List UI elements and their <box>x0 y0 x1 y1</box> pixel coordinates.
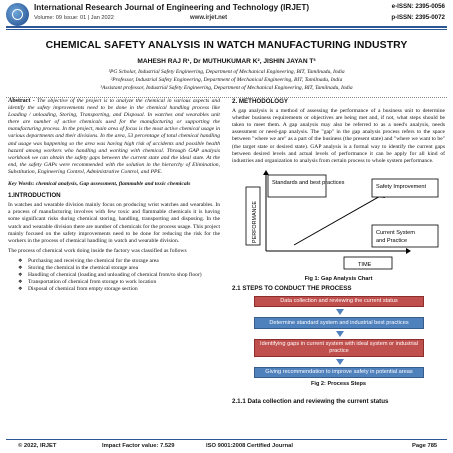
performance-label: PERFORMANCE <box>252 200 258 243</box>
keywords <box>8 181 220 188</box>
safety-label: Safety Improvement <box>376 183 427 190</box>
e-issn: e-ISSN: 2395-0056 <box>391 3 445 10</box>
journal-logo-icon <box>6 3 29 26</box>
list-item: ❖ Transportation of chemical from storage to work location <box>20 279 220 286</box>
gap-arrow <box>294 195 382 245</box>
standards-box <box>268 175 326 197</box>
paper-authors: MAHESH RAJ R¹, Dr MUTHUKUMAR K², JISHIN JAYAN T³ <box>137 58 316 65</box>
affiliation-1: ¹PG Scholar, Industrial Safety Engineering, Department of Mechanical Engineering, BIT, Tamilnadu, India <box>108 69 345 75</box>
introduction-paragraph-1: In watches and wearable division mainly focus on producing wrist watches and wearables. In a process of manufacturing involves with few toxic and flammable chemicals it is having some significant risks during chemical storing, handling, transporting and disposing. In the watch and wearable division there are number of chemicals for the process usage. This project mainly focused on the safety improvements need to be done for reducing the risk for the workers in the process of chemical handling in watch and wearable division. <box>8 202 220 244</box>
abstract <box>8 98 220 176</box>
abstract-text: The objective of the project is to analyze the chemical in various aspects and identify the safety improvements need to be done in the chemical handling process like Loading / unloading, Storing, Transporting, and Disposal. In watches and wearables unit there are number of active chemicals used for the manufacturing or supporting the manufacturing process. In the project, main area of focus is the most active chemical usage in various departments and their divisions. In the area, 53 percentage of total chemical handling and usage was happening so the area was having high risk of accidents and possible health hazard among workers who handling and working with chemical. Through GAP analysis workbook we can obtain the safety gaps between the current state and the ideal state. At the end, the safety GAPs were recommended with the solution in the hierarchy of Elimination, Substitution, Engineering Control, Administrative Control, and PPE. <box>8 98 220 175</box>
process-list <box>20 258 220 293</box>
list-item: ❖ Storing the chemical in the chemical storage area <box>20 265 220 272</box>
journal-name: International Research Journal of Engineering and Technology (IRJET) <box>34 3 310 12</box>
right-column <box>232 98 445 408</box>
methodology-paragraph: A gap analysis is a method of assessing the performance of a business unit to determine whether business requirements or objectives are being met and, if not, what steps should be taken to meet them. A gap analysis may also be referred to as a need's analysis, needs assessment or need-gap analysis. The "gap" in the gap analysis process refers to the space between "where we are" as a part of the business (the present state) and "where we want to be" (the target state or desired state). GAP analysis is a formal way to identify the current gaps between desired levels and actual levels of performance it can be apply for all kind of industries and organization to analysis from certain process to whole system performance. <box>232 108 445 164</box>
step-determine-standards: Determine standard system and industrial best practices <box>254 317 424 328</box>
process-steps-diagram <box>254 296 424 378</box>
down-arrow-icon <box>254 307 424 317</box>
keywords-text: chemical analysis, Gap assessment, flammable and toxic chemicals <box>34 181 191 188</box>
down-arrow-icon <box>254 329 424 339</box>
subsection-heading: 2.1.1 Data collection and reviewing the current status <box>232 398 389 406</box>
figure-2-caption <box>232 381 445 388</box>
standards-label: Standards and best practices <box>272 179 345 186</box>
gap-analysis-diagram <box>232 169 445 273</box>
p-issn: p-ISSN: 2395-0072 <box>391 14 445 21</box>
journal-header <box>0 0 453 30</box>
header-rule-thin <box>6 29 447 30</box>
footer-page-number: Page 785 <box>412 443 438 449</box>
figure-2-caption-text: Process Steps <box>325 380 367 387</box>
affiliation-3: ³Assistant professor, Industrial Safety Engineering, Department of Mechanical Engineering, BIT, Tamilnadu, India <box>100 85 353 91</box>
step-data-collection: Data collection and reviewing the current status <box>254 296 424 307</box>
left-column <box>8 98 220 293</box>
list-item: ❖ Handling of chemical (loading and unloading of chemical from/to shop floor) <box>20 272 220 279</box>
introduction-paragraph-2: The process of chemical work doing inside the factory was classified as follows <box>8 247 187 254</box>
current-system-label-2: and Practice <box>376 237 408 244</box>
figure-1-caption-text: Gap Analysis Chart <box>319 275 373 282</box>
steps-heading: 2.1 STEPS TO CONDUCT THE PROCESS <box>232 284 352 292</box>
step-identify-gaps: Identifying gaps in current system with ideal system or industrial practice <box>254 339 424 357</box>
journal-url[interactable]: www.irjet.net <box>190 15 228 21</box>
page-footer <box>6 439 447 451</box>
introduction-heading: 1.INTRODUCTION <box>8 192 61 200</box>
methodology-heading: 2. METHODOLOGY <box>232 98 289 105</box>
figure-1-caption <box>232 276 445 283</box>
step-recommendation: Giving recommendation to improve safety in potential areas <box>254 367 424 378</box>
header-rule <box>6 26 447 28</box>
footer-iso: ISO 9001:2008 Certified Journal <box>206 443 293 449</box>
footer-copyright: © 2022, IRJET <box>18 443 57 449</box>
affiliation-2: ²Professor, Industrial Safety Engineering, Department of Mechanical Engineering, BIT, Tamilnadu, India <box>110 77 343 83</box>
abstract-label: Abstract - <box>8 98 35 104</box>
figure-2-number: Fig 2: <box>310 380 326 387</box>
gap-analysis-figure <box>232 169 445 281</box>
list-item: ❖ Purchasing and receiving the chemical for the storage area <box>20 258 220 265</box>
down-arrow-icon <box>254 357 424 367</box>
time-label: TIME <box>358 261 372 268</box>
footer-impact-factor: Impact Factor value: 7.529 <box>102 443 175 449</box>
volume-info: Volume: 09 Issue: 01 | Jan 2022 <box>34 15 114 21</box>
keywords-label: Key Words: <box>8 181 35 188</box>
y-axis-arrow-icon <box>263 170 269 175</box>
list-item: ❖ Disposal of chemical from empty storage section <box>20 286 220 293</box>
x-axis-arrow-icon <box>406 248 411 254</box>
current-system-label-1: Current System <box>376 229 415 236</box>
paper-title: CHEMICAL SAFETY ANALYSIS IN WATCH MANUFACTURING INDUSTRY <box>45 40 408 51</box>
figure-1-number: Fig 1: <box>304 275 320 282</box>
